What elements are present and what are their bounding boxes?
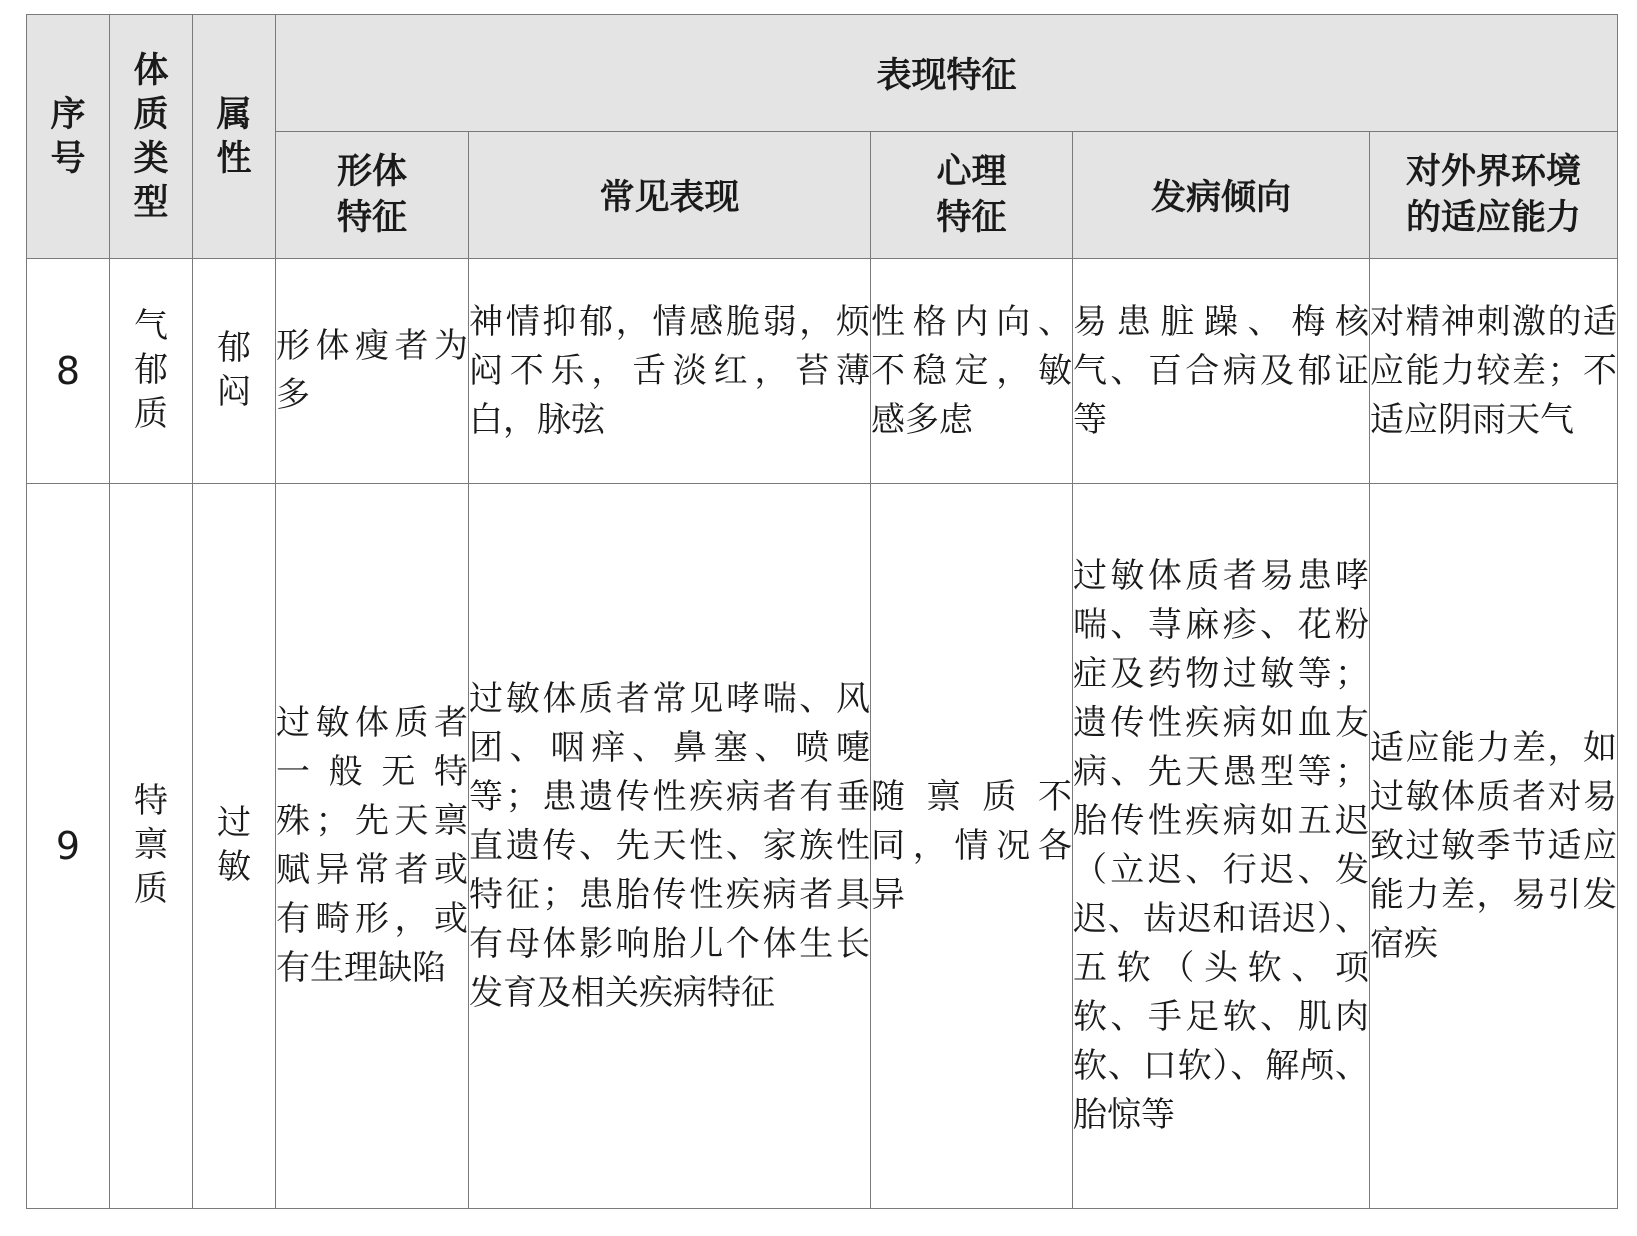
constitution-table <box>26 14 1618 1209</box>
cell-common-signs: 神情抑郁，情感脆弱，烦闷不乐，舌淡红，苔薄白，脉弦 <box>469 259 871 484</box>
table-row <box>27 259 1618 484</box>
cell-index: 9 <box>27 484 110 1209</box>
cell-disease-tendency: 过敏体质者易患哮喘、荨麻疹、花粉症及药物过敏等；遗传性疾病如血友病、先天愚型等；胎传性疾病如五迟（立迟、行迟、发迟、齿迟和语迟）、五软（头软、项软、手足软、肌肉软、口软）、解颅、胎惊等 <box>1073 484 1370 1209</box>
header-attribute: 属性 <box>193 15 276 259</box>
cell-disease-tendency: 易患脏躁、梅核气、百合病及郁证等 <box>1073 259 1370 484</box>
header-features-group: 表现特征 <box>276 15 1618 132</box>
header-index: 序号 <box>27 15 110 259</box>
cell-constitution-type: 特禀质 <box>110 484 193 1209</box>
cell-body-shape: 形体瘦者为多 <box>276 259 469 484</box>
cell-adaptability: 适应能力差，如过敏体质者对易致过敏季节适应能力差，易引发宿疾 <box>1370 484 1618 1209</box>
header-psychology: 心理 特征 <box>871 132 1073 259</box>
header-row-top <box>27 15 1618 132</box>
cell-attribute: 郁闷 <box>193 259 276 484</box>
cell-body-shape: 过敏体质者一般无特殊；先天禀赋异常者或有畸形，或有生理缺陷 <box>276 484 469 1209</box>
cell-psychology: 随禀质不同，情况各异 <box>871 484 1073 1209</box>
header-common-signs: 常见表现 <box>469 132 871 259</box>
header-adaptability: 对外界环境 的适应能力 <box>1370 132 1618 259</box>
header-body-shape: 形体 特征 <box>276 132 469 259</box>
cell-adaptability: 对精神刺激的适应能力较差；不适应阴雨天气 <box>1370 259 1618 484</box>
cell-common-signs: 过敏体质者常见哮喘、风团、咽痒、鼻塞、喷嚏等；患遗传性疾病者有垂直遗传、先天性、家族性特征；患胎传性疾病者具有母体影响胎儿个体生长发育及相关疾病特征 <box>469 484 871 1209</box>
cell-index: 8 <box>27 259 110 484</box>
header-disease-tendency: 发病倾向 <box>1073 132 1370 259</box>
header-constitution-type: 体质类型 <box>110 15 193 259</box>
cell-constitution-type: 气郁质 <box>110 259 193 484</box>
table-row <box>27 484 1618 1209</box>
cell-attribute: 过敏 <box>193 484 276 1209</box>
cell-psychology: 性格内向、不稳定，敏感多虑 <box>871 259 1073 484</box>
